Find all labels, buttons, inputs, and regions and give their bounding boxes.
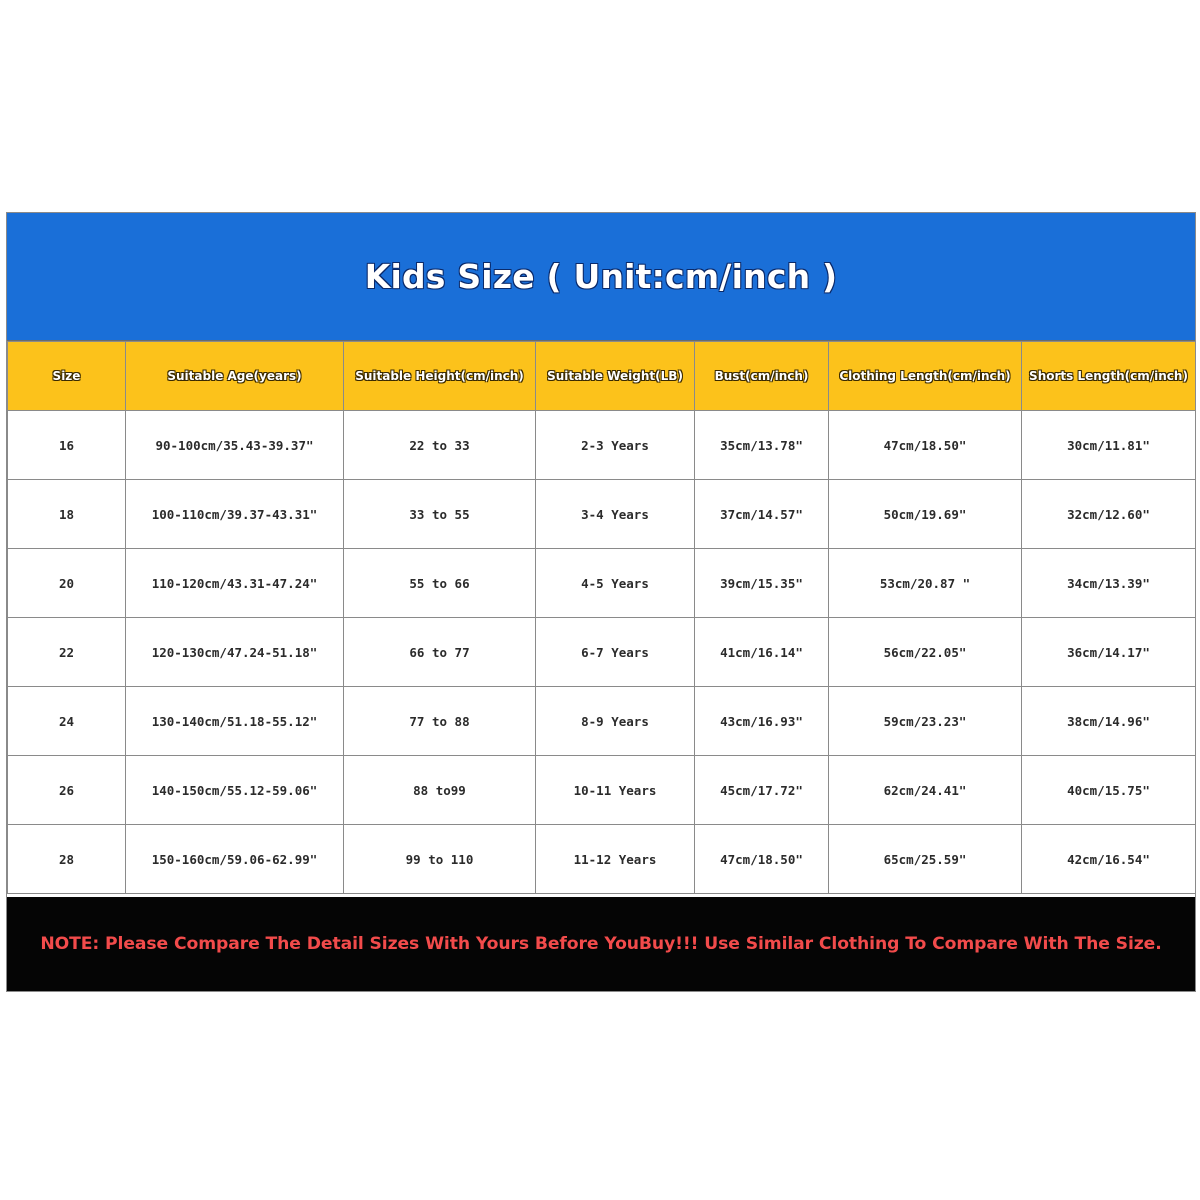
cell-bust: 37cm/14.57" bbox=[695, 480, 829, 549]
cell-shorts-length: 30cm/11.81" bbox=[1022, 411, 1196, 480]
cell-age: 140-150cm/55.12-59.06" bbox=[126, 756, 344, 825]
cell-size: 22 bbox=[8, 618, 126, 687]
table-row bbox=[8, 549, 1196, 618]
cell-shorts-length: 36cm/14.17" bbox=[1022, 618, 1196, 687]
cell-weight: 2-3 Years bbox=[536, 411, 695, 480]
note-text: NOTE: Please Compare The Detail Sizes With Yours Before YouBuy!!! Use Similar Clothing To Compare With The Size. bbox=[40, 934, 1162, 954]
table-row bbox=[8, 825, 1196, 894]
cell-shorts-length: 42cm/16.54" bbox=[1022, 825, 1196, 894]
cell-age: 130-140cm/51.18-55.12" bbox=[126, 687, 344, 756]
cell-size: 20 bbox=[8, 549, 126, 618]
cell-clothing-length: 65cm/25.59" bbox=[829, 825, 1022, 894]
header-row bbox=[8, 342, 1196, 411]
cell-bust: 45cm/17.72" bbox=[695, 756, 829, 825]
cell-age: 100-110cm/39.37-43.31" bbox=[126, 480, 344, 549]
cell-weight: 11-12 Years bbox=[536, 825, 695, 894]
note-bar bbox=[7, 897, 1195, 991]
cell-weight: 3-4 Years bbox=[536, 480, 695, 549]
cell-height: 22 to 33 bbox=[344, 411, 536, 480]
cell-height: 88 to99 bbox=[344, 756, 536, 825]
cell-bust: 39cm/15.35" bbox=[695, 549, 829, 618]
cell-bust: 47cm/18.50" bbox=[695, 825, 829, 894]
header-age: Suitable Age(years) bbox=[126, 342, 344, 411]
cell-size: 16 bbox=[8, 411, 126, 480]
cell-weight: 6-7 Years bbox=[536, 618, 695, 687]
cell-clothing-length: 62cm/24.41" bbox=[829, 756, 1022, 825]
cell-shorts-length: 40cm/15.75" bbox=[1022, 756, 1196, 825]
cell-clothing-length: 53cm/20.87 " bbox=[829, 549, 1022, 618]
header-height: Suitable Height(cm/inch) bbox=[344, 342, 536, 411]
cell-bust: 35cm/13.78" bbox=[695, 411, 829, 480]
cell-size: 26 bbox=[8, 756, 126, 825]
cell-size: 28 bbox=[8, 825, 126, 894]
size-table bbox=[7, 341, 1196, 894]
cell-clothing-length: 50cm/19.69" bbox=[829, 480, 1022, 549]
cell-clothing-length: 59cm/23.23" bbox=[829, 687, 1022, 756]
cell-bust: 41cm/16.14" bbox=[695, 618, 829, 687]
cell-weight: 10-11 Years bbox=[536, 756, 695, 825]
title-bar bbox=[7, 213, 1195, 341]
header-bust: Bust(cm/inch) bbox=[695, 342, 829, 411]
cell-age: 120-130cm/47.24-51.18" bbox=[126, 618, 344, 687]
header-weight: Suitable Weight(LB) bbox=[536, 342, 695, 411]
cell-age: 90-100cm/35.43-39.37" bbox=[126, 411, 344, 480]
cell-clothing-length: 56cm/22.05" bbox=[829, 618, 1022, 687]
cell-weight: 8-9 Years bbox=[536, 687, 695, 756]
cell-age: 150-160cm/59.06-62.99" bbox=[126, 825, 344, 894]
chart-title: Kids Size ( Unit:cm/inch ) bbox=[364, 257, 838, 296]
header-size: Size bbox=[8, 342, 126, 411]
table-row bbox=[8, 480, 1196, 549]
header-shorts-length: Shorts Length(cm/inch) bbox=[1022, 342, 1196, 411]
table-row bbox=[8, 618, 1196, 687]
cell-weight: 4-5 Years bbox=[536, 549, 695, 618]
size-chart bbox=[6, 212, 1196, 992]
table-row bbox=[8, 411, 1196, 480]
header-clothing-length: Clothing Length(cm/inch) bbox=[829, 342, 1022, 411]
cell-height: 66 to 77 bbox=[344, 618, 536, 687]
cell-shorts-length: 32cm/12.60" bbox=[1022, 480, 1196, 549]
cell-height: 77 to 88 bbox=[344, 687, 536, 756]
table-row bbox=[8, 687, 1196, 756]
cell-size: 24 bbox=[8, 687, 126, 756]
cell-height: 55 to 66 bbox=[344, 549, 536, 618]
cell-bust: 43cm/16.93" bbox=[695, 687, 829, 756]
cell-shorts-length: 34cm/13.39" bbox=[1022, 549, 1196, 618]
cell-age: 110-120cm/43.31-47.24" bbox=[126, 549, 344, 618]
cell-size: 18 bbox=[8, 480, 126, 549]
cell-height: 99 to 110 bbox=[344, 825, 536, 894]
table-row bbox=[8, 756, 1196, 825]
cell-height: 33 to 55 bbox=[344, 480, 536, 549]
cell-shorts-length: 38cm/14.96" bbox=[1022, 687, 1196, 756]
cell-clothing-length: 47cm/18.50" bbox=[829, 411, 1022, 480]
